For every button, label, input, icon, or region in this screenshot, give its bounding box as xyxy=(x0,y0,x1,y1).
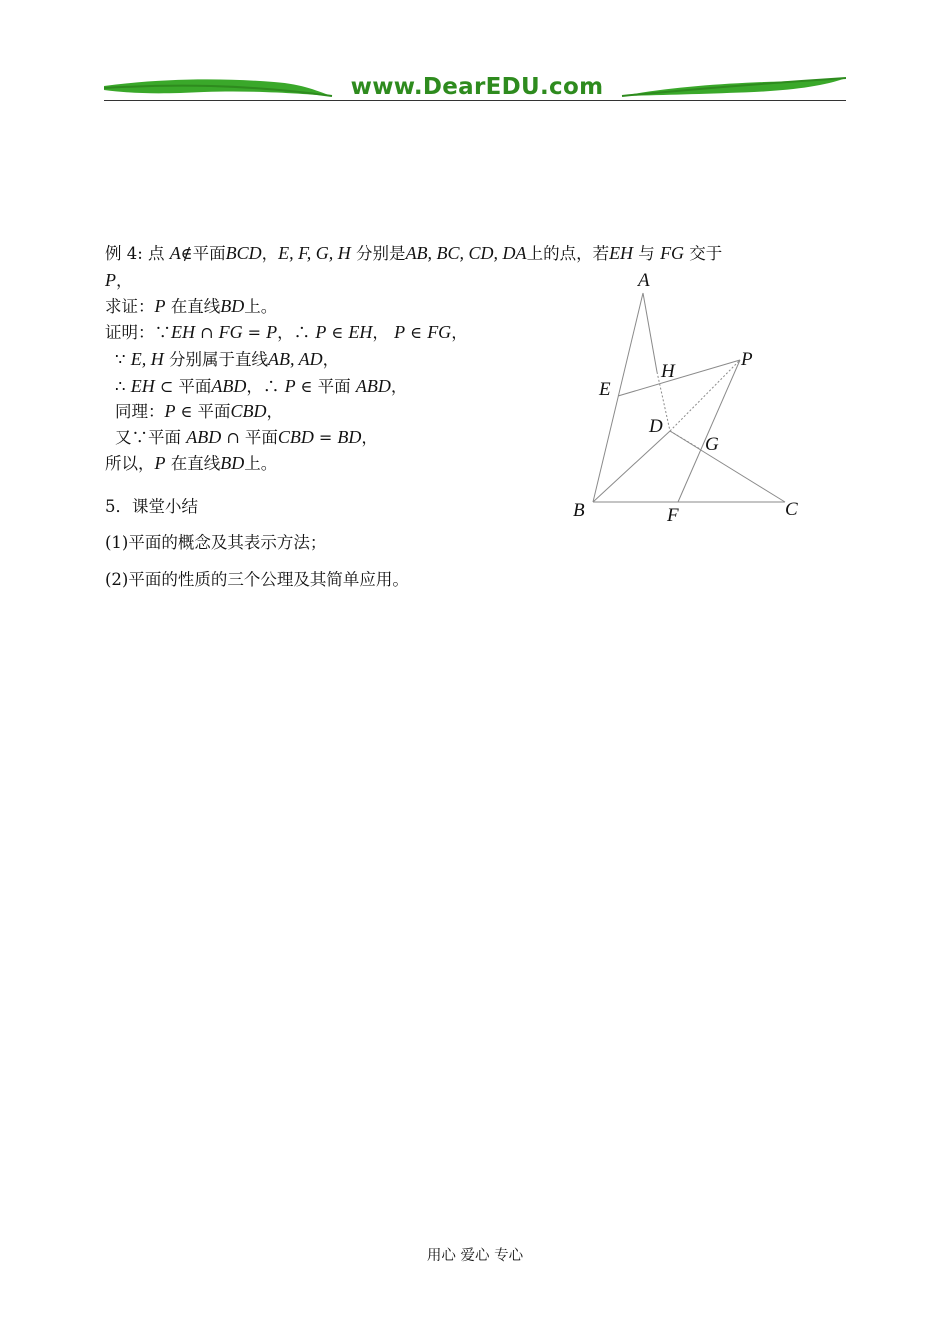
proof-line: ∴ EH ⊂ 平面ABD，∴ P ∈ 平面 ABD， xyxy=(115,376,408,396)
problem-statement-line: 例 4: 点 A∉平面BCD，E, F, G, H 分别是AB, BC, CD, DA上的点，若EH 与 FG 交于 xyxy=(105,243,723,263)
edge-bd xyxy=(593,431,670,502)
line-ep xyxy=(618,360,740,396)
label-c: C xyxy=(785,499,798,520)
label-f: F xyxy=(667,505,679,526)
summary-heading: 5．课堂小结 xyxy=(105,497,198,516)
problem-statement-line: P， xyxy=(105,270,133,290)
proof-line: ∵ E, H 分别属于直线AB, AD， xyxy=(115,349,340,369)
proof-line: 证明：∵EH ∩ FG = P，∴ P ∈ EH， P ∈ FG， xyxy=(105,322,468,342)
line-dg-dashed xyxy=(670,431,700,449)
label-d: D xyxy=(649,416,663,437)
label-p: P xyxy=(741,349,753,370)
line-fp xyxy=(678,360,740,502)
proof-line: 同理：P ∈ 平面CBD， xyxy=(115,401,284,421)
label-e: E xyxy=(599,379,611,400)
geometry-figure xyxy=(565,265,815,530)
tetrahedron-diagram xyxy=(565,265,815,530)
proof-line: 又∵平面 ABD ∩ 平面CBD = BD， xyxy=(115,427,378,447)
edge-ah xyxy=(643,293,657,372)
site-logo: www.DearEDU.com xyxy=(350,74,604,100)
header-divider xyxy=(104,100,846,101)
label-b: B xyxy=(573,500,585,521)
label-a: A xyxy=(638,270,650,291)
summary-item: (2)平面的性质的三个公理及其简单应用。 xyxy=(105,570,409,589)
to-prove-line: 求证：P 在直线BD上。 xyxy=(105,296,278,316)
label-h: H xyxy=(661,361,675,382)
summary-item: (1)平面的概念及其表示方法； xyxy=(105,533,327,552)
conclusion-line: 所以，P 在直线BD上。 xyxy=(105,453,278,473)
page-footer: 用心 爱心 专心 xyxy=(426,1248,524,1264)
label-g: G xyxy=(705,434,719,455)
